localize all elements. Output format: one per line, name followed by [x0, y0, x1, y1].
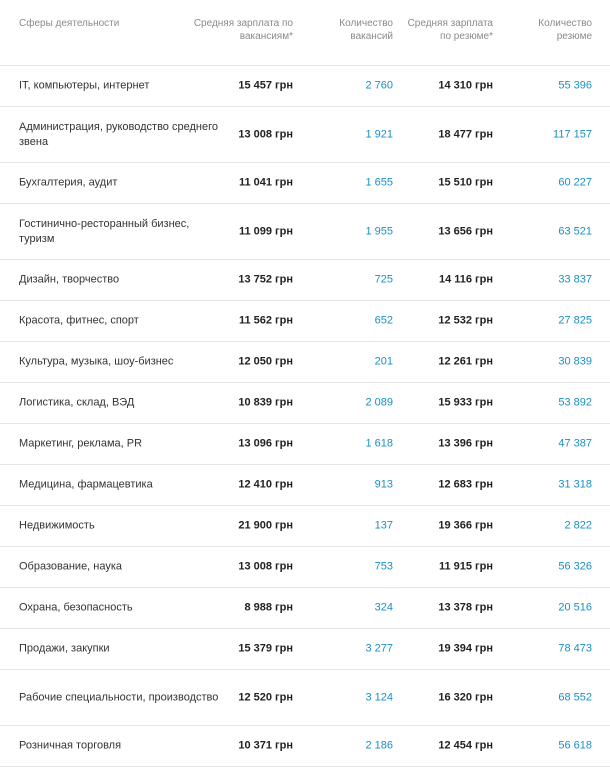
cell-vacancies-count-link[interactable]: 137: [374, 519, 393, 532]
cell-sphere: Культура, музыка, шоу-бизнес: [19, 355, 174, 368]
table-row: [0, 547, 610, 588]
cell-vacancies-count-link[interactable]: 3 277: [365, 642, 393, 655]
cell-avg-salary-vacancies: 12 050 грн: [238, 355, 293, 368]
table-row: [0, 726, 610, 767]
cell-avg-salary-vacancies: 13 008 грн: [238, 128, 293, 140]
table-row: [0, 383, 610, 424]
cell-vacancies-count-link[interactable]: 1 618: [365, 437, 393, 450]
cell-avg-salary-resumes: 14 116 грн: [438, 273, 493, 286]
cell-avg-salary-resumes: 19 366 грн: [438, 519, 493, 532]
cell-avg-salary-vacancies: 11 099 грн: [238, 225, 293, 237]
cell-avg-salary-vacancies: 12 410 грн: [238, 478, 293, 491]
cell-vacancies-count-link[interactable]: 725: [374, 273, 393, 286]
cell-vacancies-count-link[interactable]: 1 955: [365, 225, 393, 237]
table-row: [0, 107, 610, 163]
header-sphere: Сферы деятельности: [19, 18, 120, 29]
cell-avg-salary-vacancies: 13 752 грн: [238, 273, 293, 286]
cell-avg-salary-vacancies: 10 839 грн: [238, 396, 293, 409]
header-avg-salary-vacancies: Средняя зарплата по вакансиям*: [193, 18, 293, 42]
cell-avg-salary-resumes: 14 310 грн: [438, 79, 493, 92]
cell-vacancies-count-link[interactable]: 2 760: [365, 79, 393, 92]
cell-avg-salary-resumes: 12 454 грн: [438, 739, 493, 752]
table-row: [0, 342, 610, 383]
cell-vacancies-count-link[interactable]: 753: [374, 560, 393, 573]
cell-avg-salary-resumes: 13 396 грн: [438, 437, 493, 450]
cell-avg-salary-vacancies: 8 988 грн: [244, 601, 293, 614]
cell-vacancies-count-link[interactable]: 2 089: [365, 396, 393, 409]
cell-avg-salary-vacancies: 11 562 грн: [238, 314, 293, 327]
cell-vacancies-count-link[interactable]: 3 124: [365, 691, 393, 703]
cell-sphere: IT, компьютеры, интернет: [19, 79, 150, 92]
table-row: [0, 506, 610, 547]
cell-avg-salary-resumes: 13 378 грн: [438, 601, 493, 614]
header-resumes-count: Количество резюме: [538, 18, 592, 42]
cell-avg-salary-resumes: 11 915 грн: [438, 560, 493, 573]
cell-resumes-count-link[interactable]: 55 396: [558, 79, 592, 92]
header-avg-salary-resumes: Средняя зарплата по резюме*: [407, 18, 493, 42]
cell-sphere: Продажи, закупки: [19, 642, 110, 655]
cell-avg-salary-resumes: 16 320 грн: [438, 691, 493, 703]
cell-sphere: Охрана, безопасность: [19, 601, 133, 614]
cell-resumes-count-link[interactable]: 2 822: [564, 519, 592, 532]
cell-avg-salary-vacancies: 12 520 грн: [238, 691, 293, 703]
cell-avg-salary-vacancies: 13 096 грн: [238, 437, 293, 450]
cell-resumes-count-link[interactable]: 117 157: [553, 128, 592, 140]
cell-sphere: Гостинично-ресторанный бизнес, туризм: [19, 217, 190, 245]
cell-vacancies-count-link[interactable]: 201: [374, 355, 393, 368]
cell-resumes-count-link[interactable]: 33 837: [558, 273, 592, 286]
cell-sphere: Администрация, руководство среднего звена: [19, 120, 218, 148]
cell-resumes-count-link[interactable]: 27 825: [558, 314, 592, 327]
cell-resumes-count-link[interactable]: 60 227: [558, 176, 592, 189]
cell-resumes-count-link[interactable]: 53 892: [558, 396, 592, 409]
cell-vacancies-count-link[interactable]: 324: [374, 601, 393, 614]
cell-avg-salary-resumes: 19 394 грн: [438, 642, 493, 655]
cell-sphere: Образование, наука: [19, 560, 123, 573]
cell-resumes-count-link[interactable]: 47 387: [558, 437, 592, 450]
cell-avg-salary-resumes: 12 532 грн: [438, 314, 493, 327]
cell-vacancies-count-link[interactable]: 1 655: [365, 176, 393, 189]
cell-avg-salary-resumes: 18 477 грн: [438, 128, 493, 140]
cell-avg-salary-resumes: 12 683 грн: [438, 478, 493, 491]
cell-sphere: Красота, фитнес, спорт: [19, 314, 139, 327]
cell-vacancies-count-link[interactable]: 913: [374, 478, 393, 491]
table-row: [0, 629, 610, 670]
cell-avg-salary-vacancies: 15 379 грн: [238, 642, 293, 655]
table-row: [0, 260, 610, 301]
cell-sphere: Недвижимость: [19, 519, 95, 532]
cell-resumes-count-link[interactable]: 30 839: [558, 355, 592, 368]
table-row: [0, 588, 610, 629]
cell-resumes-count-link[interactable]: 68 552: [558, 691, 592, 703]
cell-sphere: Логистика, склад, ВЭД: [19, 396, 135, 409]
cell-sphere: Маркетинг, реклама, PR: [19, 437, 143, 450]
table-body: [0, 66, 610, 767]
table-header: [0, 0, 610, 66]
cell-vacancies-count-link[interactable]: 1 921: [365, 128, 393, 140]
table-row: [0, 670, 610, 726]
cell-sphere: Рабочие специальности, производство: [19, 691, 219, 703]
cell-avg-salary-resumes: 12 261 грн: [438, 355, 493, 368]
table-row: [0, 163, 610, 204]
cell-sphere: Медицина, фармацевтика: [19, 478, 153, 491]
cell-avg-salary-vacancies: 13 008 грн: [238, 560, 293, 573]
header-vacancies-count: Количество вакансий: [339, 18, 393, 42]
cell-avg-salary-vacancies: 11 041 грн: [238, 176, 293, 189]
cell-avg-salary-resumes: 15 510 грн: [438, 176, 493, 189]
table-row: [0, 424, 610, 465]
cell-vacancies-count-link[interactable]: 2 186: [365, 739, 393, 752]
table-row: [0, 66, 610, 107]
cell-resumes-count-link[interactable]: 63 521: [558, 225, 592, 237]
cell-avg-salary-vacancies: 15 457 грн: [238, 79, 293, 92]
cell-resumes-count-link[interactable]: 56 618: [558, 739, 592, 752]
cell-avg-salary-vacancies: 10 371 грн: [238, 739, 293, 752]
cell-sphere: Бухгалтерия, аудит: [19, 176, 118, 189]
cell-sphere: Дизайн, творчество: [19, 273, 120, 286]
table-row: [0, 301, 610, 342]
cell-avg-salary-vacancies: 21 900 грн: [238, 519, 293, 532]
cell-resumes-count-link[interactable]: 56 326: [558, 560, 592, 573]
table-row: [0, 465, 610, 506]
cell-vacancies-count-link[interactable]: 652: [374, 314, 393, 327]
cell-avg-salary-resumes: 15 933 грн: [438, 396, 493, 409]
cell-resumes-count-link[interactable]: 20 516: [558, 601, 592, 614]
cell-resumes-count-link[interactable]: 78 473: [558, 642, 592, 655]
cell-resumes-count-link[interactable]: 31 318: [558, 478, 592, 491]
cell-avg-salary-resumes: 13 656 грн: [438, 225, 493, 237]
cell-sphere: Розничная торговля: [19, 739, 122, 752]
table-row: [0, 204, 610, 260]
